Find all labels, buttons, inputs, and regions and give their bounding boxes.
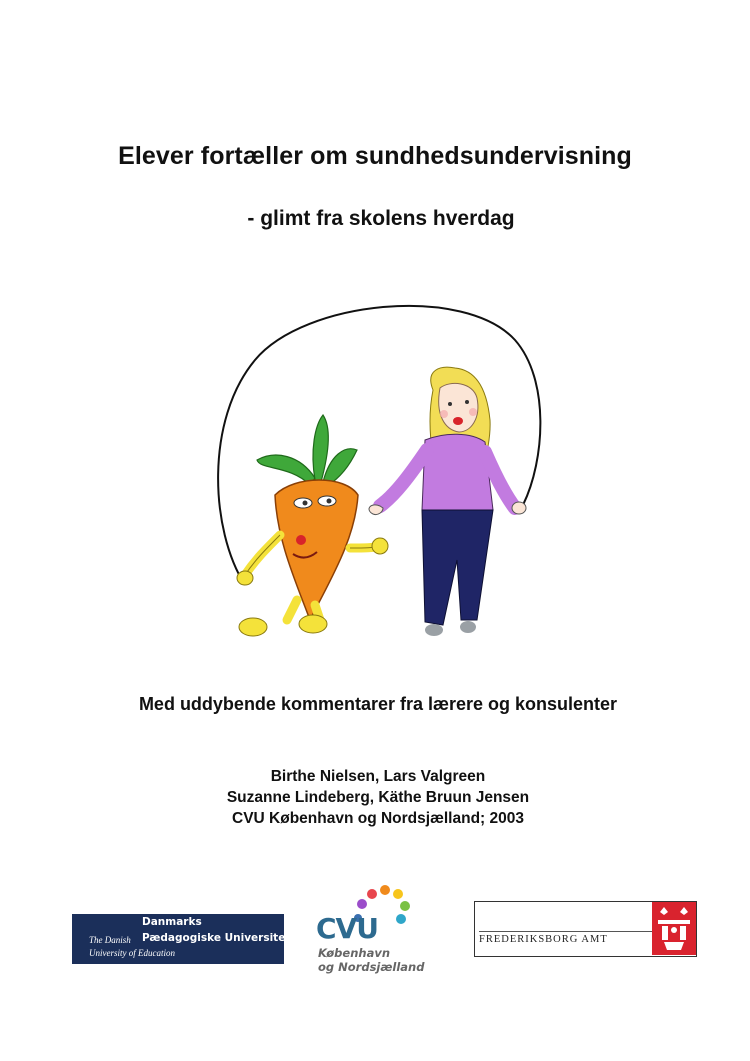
girl-shoe-left	[425, 624, 443, 636]
cvu-logo-line2: og Nordsjælland	[318, 960, 425, 974]
girl-trousers	[422, 510, 493, 625]
carrot-nose	[296, 535, 306, 545]
carrot-leaves	[257, 415, 357, 486]
carrot-foot-right	[299, 615, 327, 633]
frederiksborg-name: FREDERIKSBORG AMT	[479, 934, 608, 945]
girl-arm-left	[380, 450, 427, 506]
cvu-logo	[312, 882, 442, 982]
authors-block	[0, 766, 750, 829]
document-title: Elever fortæller om sundhedsundervisning	[118, 142, 632, 170]
document-subtitle: - glimt fra skolens hverdag	[247, 207, 515, 230]
authors-line-1: Birthe Nielsen, Lars Valgreen	[270, 768, 486, 785]
frederiksborg-rule	[479, 931, 653, 932]
girl-hand-left	[369, 505, 383, 515]
carrot-body	[275, 480, 358, 620]
girl-mouth	[453, 417, 463, 425]
girl-shoe-right	[460, 621, 476, 633]
carrot-hand-right	[372, 538, 388, 554]
girl-hand-right	[512, 502, 526, 514]
dpu-logo-university: University of Education	[89, 948, 175, 958]
crest-icon	[652, 902, 696, 955]
dpu-logo-line2: Pædagogiske Universitet	[142, 932, 291, 944]
authors-line-2: Suzanne Lindeberg, Käthe Bruun Jensen	[226, 789, 530, 806]
cvu-logo-name: CVU	[316, 912, 378, 945]
frederiksborg-amt-logo	[474, 901, 697, 957]
carrot-foot-left	[239, 618, 267, 636]
carrot-hand-left	[237, 571, 253, 585]
cover-illustration	[215, 300, 550, 650]
carrot-arm-left	[245, 535, 280, 575]
dpu-logo-the-danish: The Danish	[89, 935, 131, 945]
dpu-logo-line1: Danmarks	[142, 916, 202, 928]
dpu-logo	[72, 914, 291, 964]
authors-line-3: CVU København og Nordsjælland; 2003	[232, 810, 524, 827]
commentary-line: Med uddybende kommentarer fra lærere og konsulenter	[138, 694, 618, 714]
cvu-logo-line1: København	[318, 946, 391, 960]
carrot-leg-left	[287, 600, 297, 620]
